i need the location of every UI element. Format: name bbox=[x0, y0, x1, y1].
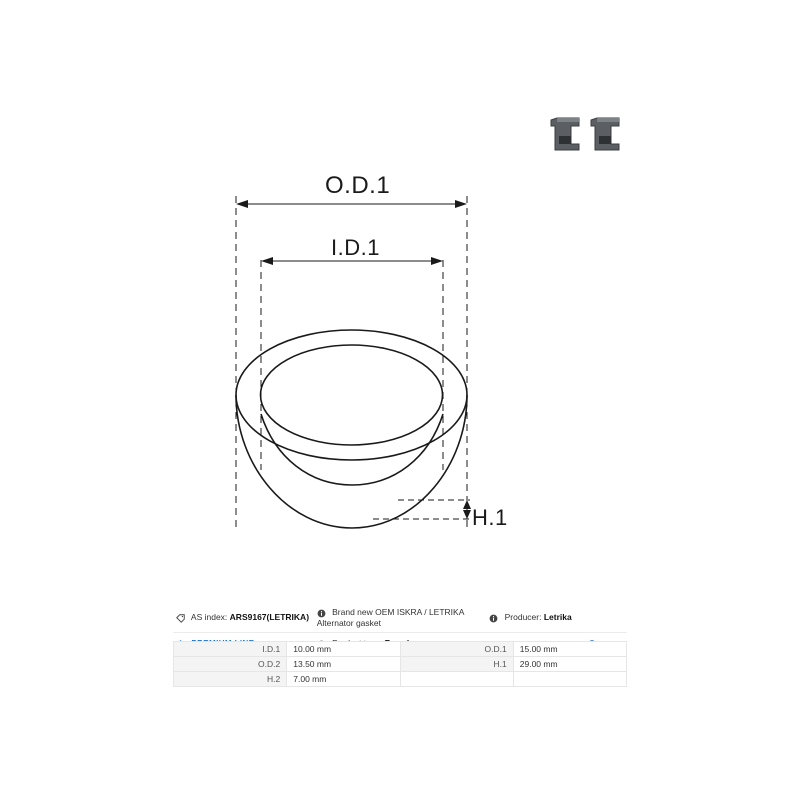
info-row-1 bbox=[173, 603, 627, 633]
spec-value: 15.00 mm bbox=[513, 642, 626, 657]
ring-outer-ellipse bbox=[236, 330, 467, 460]
description-cell bbox=[314, 603, 487, 633]
spec-value: 10.00 mm bbox=[287, 642, 400, 657]
tag-icon bbox=[176, 613, 185, 623]
h1-arrow-up bbox=[463, 500, 471, 509]
id1-arrow-left bbox=[261, 257, 273, 265]
as-index-label: AS index: bbox=[190, 612, 228, 622]
od1-arrow-right bbox=[455, 200, 467, 208]
ring-outer-lower bbox=[236, 395, 467, 528]
id1-label: I.D.1 bbox=[331, 235, 380, 260]
spec-key: O.D.2 bbox=[174, 657, 287, 672]
clips-svg bbox=[549, 114, 635, 156]
od1-arrow-left bbox=[236, 200, 248, 208]
spec-key-empty bbox=[400, 672, 513, 687]
info-icon bbox=[317, 608, 326, 618]
table-row bbox=[174, 657, 627, 672]
h1-arrow-down bbox=[463, 510, 471, 519]
table-row bbox=[174, 672, 627, 687]
spec-value-empty bbox=[513, 672, 626, 687]
as-index-value: ARS9167(LETRIKA) bbox=[229, 612, 310, 622]
info-icon bbox=[489, 613, 498, 623]
table-row bbox=[174, 642, 627, 657]
ring-inner-ellipse bbox=[261, 345, 443, 445]
id1-arrow-right bbox=[431, 257, 443, 265]
producer-value: Letrika bbox=[543, 612, 572, 622]
dimension-spec-table bbox=[173, 641, 627, 687]
bracket-clip-icon-left bbox=[551, 118, 579, 150]
spec-key: I.D.1 bbox=[174, 642, 287, 657]
od1-label: O.D.1 bbox=[325, 172, 391, 199]
clip-parts-thumbnail bbox=[549, 114, 635, 156]
as-index-cell bbox=[173, 603, 314, 633]
h1-label: H.1 bbox=[472, 505, 508, 530]
producer-label: Producer: bbox=[504, 612, 542, 622]
spec-key: H.1 bbox=[400, 657, 513, 672]
producer-cell bbox=[486, 603, 627, 633]
spec-key: O.D.1 bbox=[400, 642, 513, 657]
spec-value: 13.50 mm bbox=[287, 657, 400, 672]
bracket-clip-icon-right bbox=[591, 118, 619, 150]
spec-value: 29.00 mm bbox=[513, 657, 626, 672]
description-text: Brand new OEM ISKRA / LETRIKA Alternator gasket bbox=[316, 607, 464, 629]
spec-key: H.2 bbox=[174, 672, 287, 687]
spec-value: 7.00 mm bbox=[287, 672, 400, 687]
